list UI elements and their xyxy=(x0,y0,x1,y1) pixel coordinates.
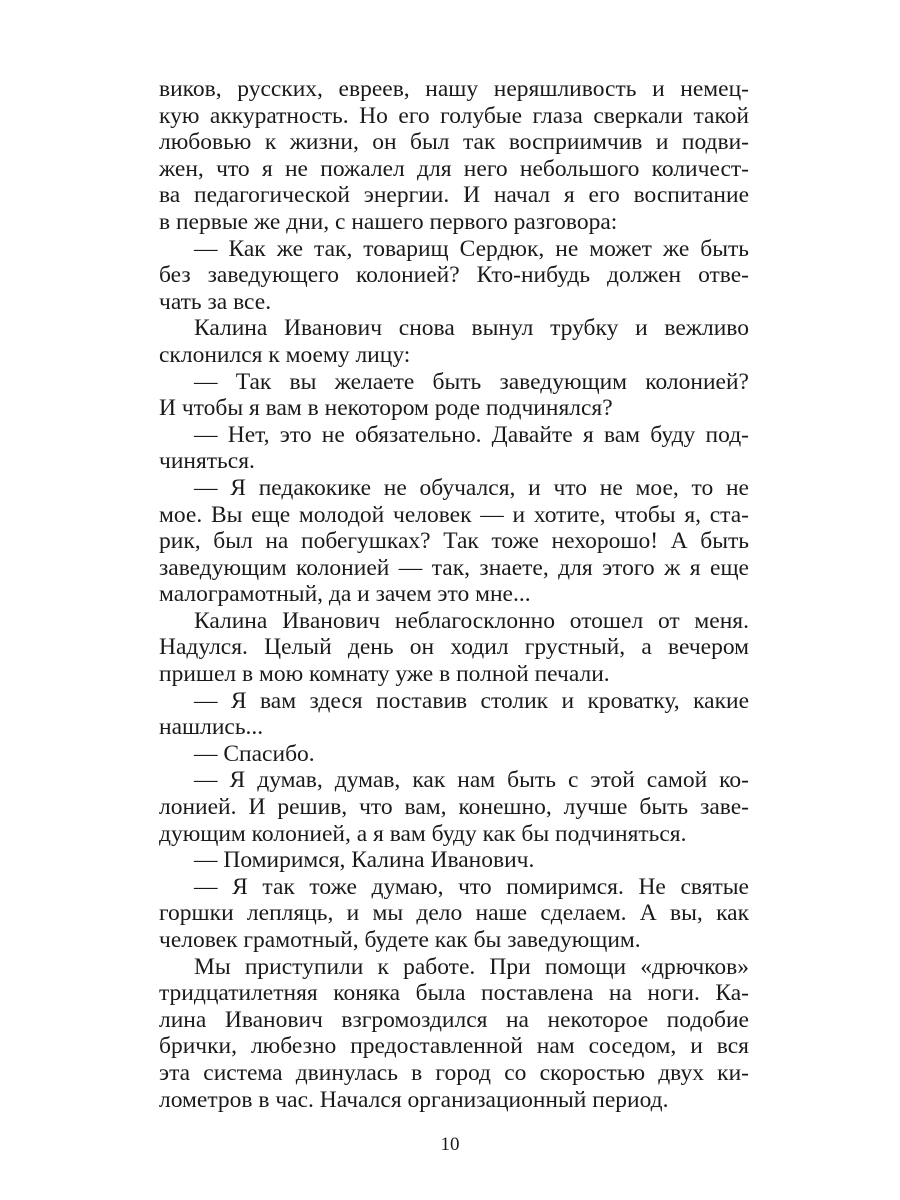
text-line: И чтобы я вам в некотором роде подчинялся? xyxy=(159,395,613,422)
text-line: — Спасибо. xyxy=(194,740,315,767)
text-line: — Помиримся, Калина Иванович. xyxy=(194,847,535,874)
text-line: человек грамотный, будете как бы заведующим. xyxy=(159,927,641,953)
text-line: ва педагогической энергии. И начал я его воспитание xyxy=(159,182,749,209)
text-line: — Я педакокике не обучался, и что не мое, то не xyxy=(194,474,749,501)
text-line: пришел в мою комнату уже в полной печали. xyxy=(159,661,610,688)
text-line: Надулся. Целый день он ходил грустный, а вечером xyxy=(159,634,749,661)
text-line: в первые же дни, с нашего первого разговора: xyxy=(159,208,618,235)
text-line: заведующим колонией — так, знаете, для этого ж я еще xyxy=(159,554,749,581)
text-line: Мы приступили к работе. При помощи «дрючков» xyxy=(194,953,749,980)
text-line: любовью к жизни, он был так восприимчив и подви- xyxy=(159,129,749,156)
body-text xyxy=(159,76,749,1113)
text-line: лонией. И решив, что вам, конешно, лучше быть заве- xyxy=(159,794,749,821)
text-line: чиняться. xyxy=(159,448,255,475)
text-line: эта система двинулась в город со скоростью двух ки- xyxy=(159,1059,749,1086)
text-line: лина Иванович взгромоздился на некоторое подобие xyxy=(159,1006,749,1033)
text-line: Калина Иванович снова вынул трубку и вежливо xyxy=(194,315,749,342)
text-line: — Так вы желаете быть заведующим колонией? xyxy=(194,368,749,395)
text-line: — Нет, это не обязательно. Давайте я вам буду под- xyxy=(194,421,749,448)
text-line: тридцатилетняя коняка была поставлена на ноги. Ка- xyxy=(159,980,749,1007)
text-line: — Как же так, товарищ Сердюк, не может же быть xyxy=(194,235,749,262)
text-line: склонился к моему лицу: xyxy=(159,341,411,368)
text-line: брички, любезно предоставленной нам соседом, и вся xyxy=(159,1033,749,1060)
text-line: малограмотный, да и зачем это мне... xyxy=(159,581,531,608)
text-line: лометров в час. Начался организационный период. xyxy=(159,1086,669,1113)
text-line: виков, русских, евреев, нашу неряшливость и немец- xyxy=(159,76,749,102)
page-number: 10 xyxy=(440,1134,460,1155)
text-line: нашлись... xyxy=(159,714,264,741)
text-line: — Я так тоже думаю, что помиримся. Не святые xyxy=(194,873,749,900)
text-line: рик, был на побегушках? Так тоже нехорошо! А быть xyxy=(159,528,749,555)
text-line: — Я думав, думав, как нам быть с этой самой ко- xyxy=(194,767,749,794)
text-line: дующим колонией, а я вам буду как бы подчиняться. xyxy=(159,820,687,847)
text-line: без заведующего колонией? Кто-нибудь должен отве- xyxy=(159,262,749,289)
text-line: кую аккуратность. Но его голубые глаза сверкали такой xyxy=(159,102,749,129)
text-line: Калина Иванович неблагосклонно отошел от меня. xyxy=(194,607,749,634)
text-line: жен, что я не пожалел для него небольшого количест- xyxy=(159,155,749,182)
text-line: горшки лепляць, и мы дело наше сделаем. А вы, как xyxy=(159,900,749,927)
text-line: мое. Вы еще молодой человек — и хотите, чтобы я, ста- xyxy=(159,501,749,528)
text-line: чать за все. xyxy=(159,288,272,315)
text-line: — Я вам здеся поставив столик и кроватку, какие xyxy=(194,687,749,714)
